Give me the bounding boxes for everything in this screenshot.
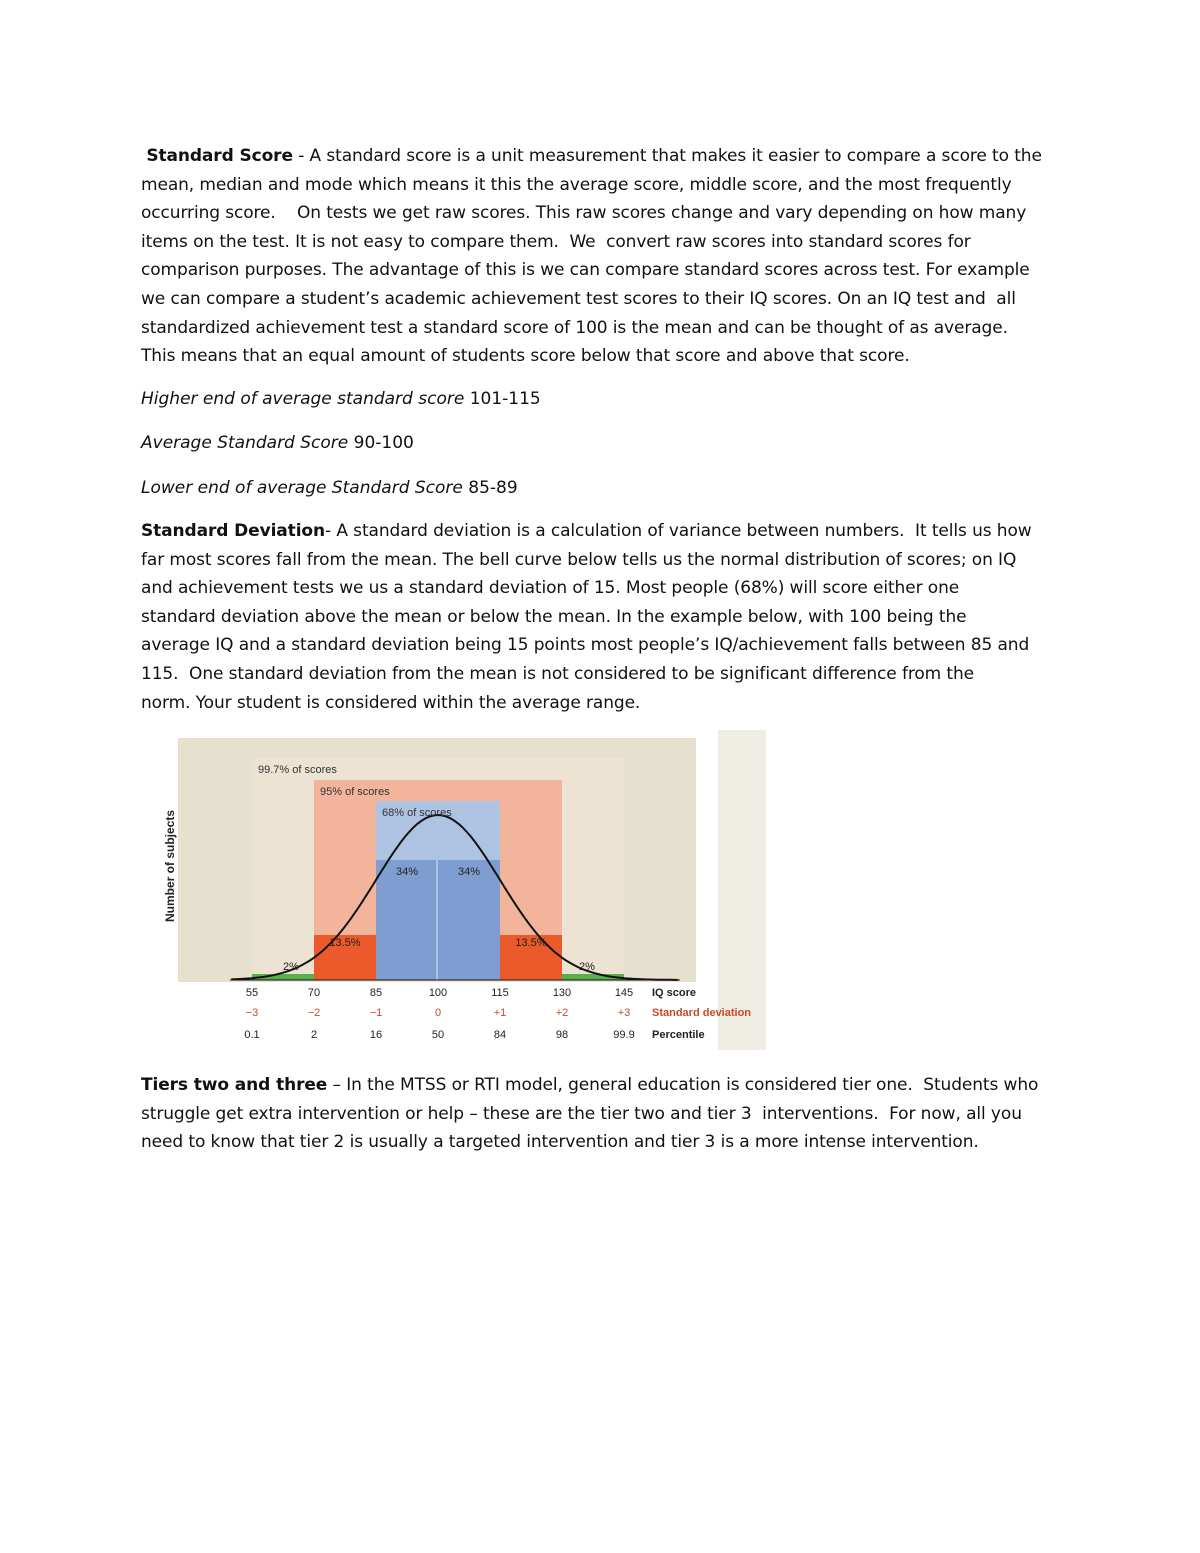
tick-label: 16 <box>369 1029 383 1041</box>
standard-deviation-term: Standard Deviation <box>141 521 326 541</box>
page-edge-strip <box>718 730 766 1050</box>
standard-deviation-paragraph <box>141 517 1071 717</box>
segment-label: 34% <box>395 866 419 878</box>
standard-score-line: we can compare a student’s academic achievement test scores to their IQ scores. On an IQ test and all <box>141 288 1016 309</box>
standard-deviation-line: far most scores fall from the mean. The bell curve below tells us the normal distribution of scores; on IQ <box>141 549 1017 570</box>
tiers-line-1: Tiers two and three – In the MTSS or RTI model, general education is considered tier one. Students who <box>141 1075 1039 1095</box>
bell-curve-svg <box>160 728 770 1054</box>
segment-label: 13.5% <box>515 937 547 949</box>
standard-score-line: items on the test. It is not easy to compare them. We convert raw scores into standard scores for <box>141 231 971 252</box>
tick-label: 130 <box>552 987 572 999</box>
tick-label: 145 <box>614 987 634 999</box>
segment-label: 2% <box>283 961 299 973</box>
bell-curve-chart <box>160 728 770 1054</box>
scale-rows <box>244 987 751 1041</box>
row-name: Percentile <box>652 1029 705 1041</box>
standard-deviation-line: norm. Your student is considered within the average range. <box>141 692 641 713</box>
standard-score-term: Standard Score <box>146 146 293 166</box>
tiers-paragraph <box>141 1071 1071 1157</box>
standard-score-line: occurring score. On tests we get raw scores. This raw scores change and vary depending on how many <box>141 203 1027 224</box>
range-average: Average Standard Score 90-100 <box>141 433 414 453</box>
tick-label: 70 <box>307 987 321 999</box>
standard-deviation-line: standard deviation above the mean or below the mean. In the example below, with 100 being the <box>141 606 967 627</box>
tick-label: −3 <box>245 1007 259 1019</box>
tick-label: 0.1 <box>244 1029 260 1041</box>
tick-label: 50 <box>431 1029 445 1041</box>
standard-deviation-line-1: Standard Deviation- A standard deviation is a calculation of variance between numbers. It tells us how <box>141 521 1032 541</box>
standard-deviation-line: 115. One standard deviation from the mean is not considered to be significant difference from the <box>141 663 975 684</box>
tick-label: 115 <box>491 987 509 999</box>
tick-label: 0 <box>434 1007 442 1019</box>
tick-label: 85 <box>369 987 383 999</box>
tick-label: −2 <box>307 1007 321 1019</box>
tick-label: +1 <box>493 1007 507 1019</box>
tick-label: +3 <box>617 1007 631 1019</box>
tick-label: 99.9 <box>613 1029 635 1041</box>
segment-label: 34% <box>457 866 481 878</box>
band-label: 99.7% of scores <box>258 764 337 776</box>
range-higher-average: Higher end of average standard score 101-115 <box>141 389 541 409</box>
standard-deviation-line: and achievement tests we us a standard deviation of 15. Most people (68%) will score either one <box>141 578 960 599</box>
y-axis-label: Number of subjects <box>163 809 177 923</box>
segment-label: 2% <box>579 961 595 973</box>
tick-label: 100 <box>428 987 448 999</box>
segment-bar <box>438 860 500 980</box>
standard-score-line-1: Standard Score - A standard score is a unit measurement that makes it easier to compare a score to the <box>146 146 1042 166</box>
standard-score-line: mean, median and mode which means it this the average score, middle score, and the most frequently <box>141 174 1012 195</box>
band-label: 68% of scores <box>382 807 452 819</box>
segment-bar <box>376 860 436 980</box>
standard-score-line: comparison purposes. The advantage of this is we can compare standard scores across test. For example <box>141 260 1030 281</box>
segment-label: 13.5% <box>329 937 361 949</box>
tick-label: 2 <box>310 1029 318 1041</box>
tick-label: 98 <box>555 1029 569 1041</box>
tick-label: 55 <box>245 987 259 999</box>
tiers-term: Tiers two and three <box>141 1075 328 1095</box>
row-name: Standard deviation <box>652 1007 752 1019</box>
row-name: IQ score <box>652 987 697 999</box>
range-lower-average: Lower end of average Standard Score 85-89 <box>141 478 518 498</box>
tiers-line: struggle get extra intervention or help – these are the tier two and tier 3 interventions. For now, all you <box>141 1103 1022 1124</box>
standard-score-line: standardized achievement test a standard score of 100 is the mean and can be thought of as average. <box>141 317 1008 338</box>
standard-deviation-line: average IQ and a standard deviation being 15 points most people’s IQ/achievement falls between 85 and <box>141 635 1030 656</box>
standard-score-paragraph <box>141 142 1071 371</box>
tick-label: 84 <box>493 1029 507 1041</box>
standard-score-line: This means that an equal amount of students score below that score and above that score. <box>141 346 910 367</box>
tiers-line: need to know that tier 2 is usually a targeted intervention and tier 3 is a more intense intervention. <box>141 1132 979 1153</box>
tick-label: +2 <box>555 1007 569 1019</box>
band-label: 95% of scores <box>320 786 390 798</box>
tick-label: −1 <box>369 1007 383 1019</box>
